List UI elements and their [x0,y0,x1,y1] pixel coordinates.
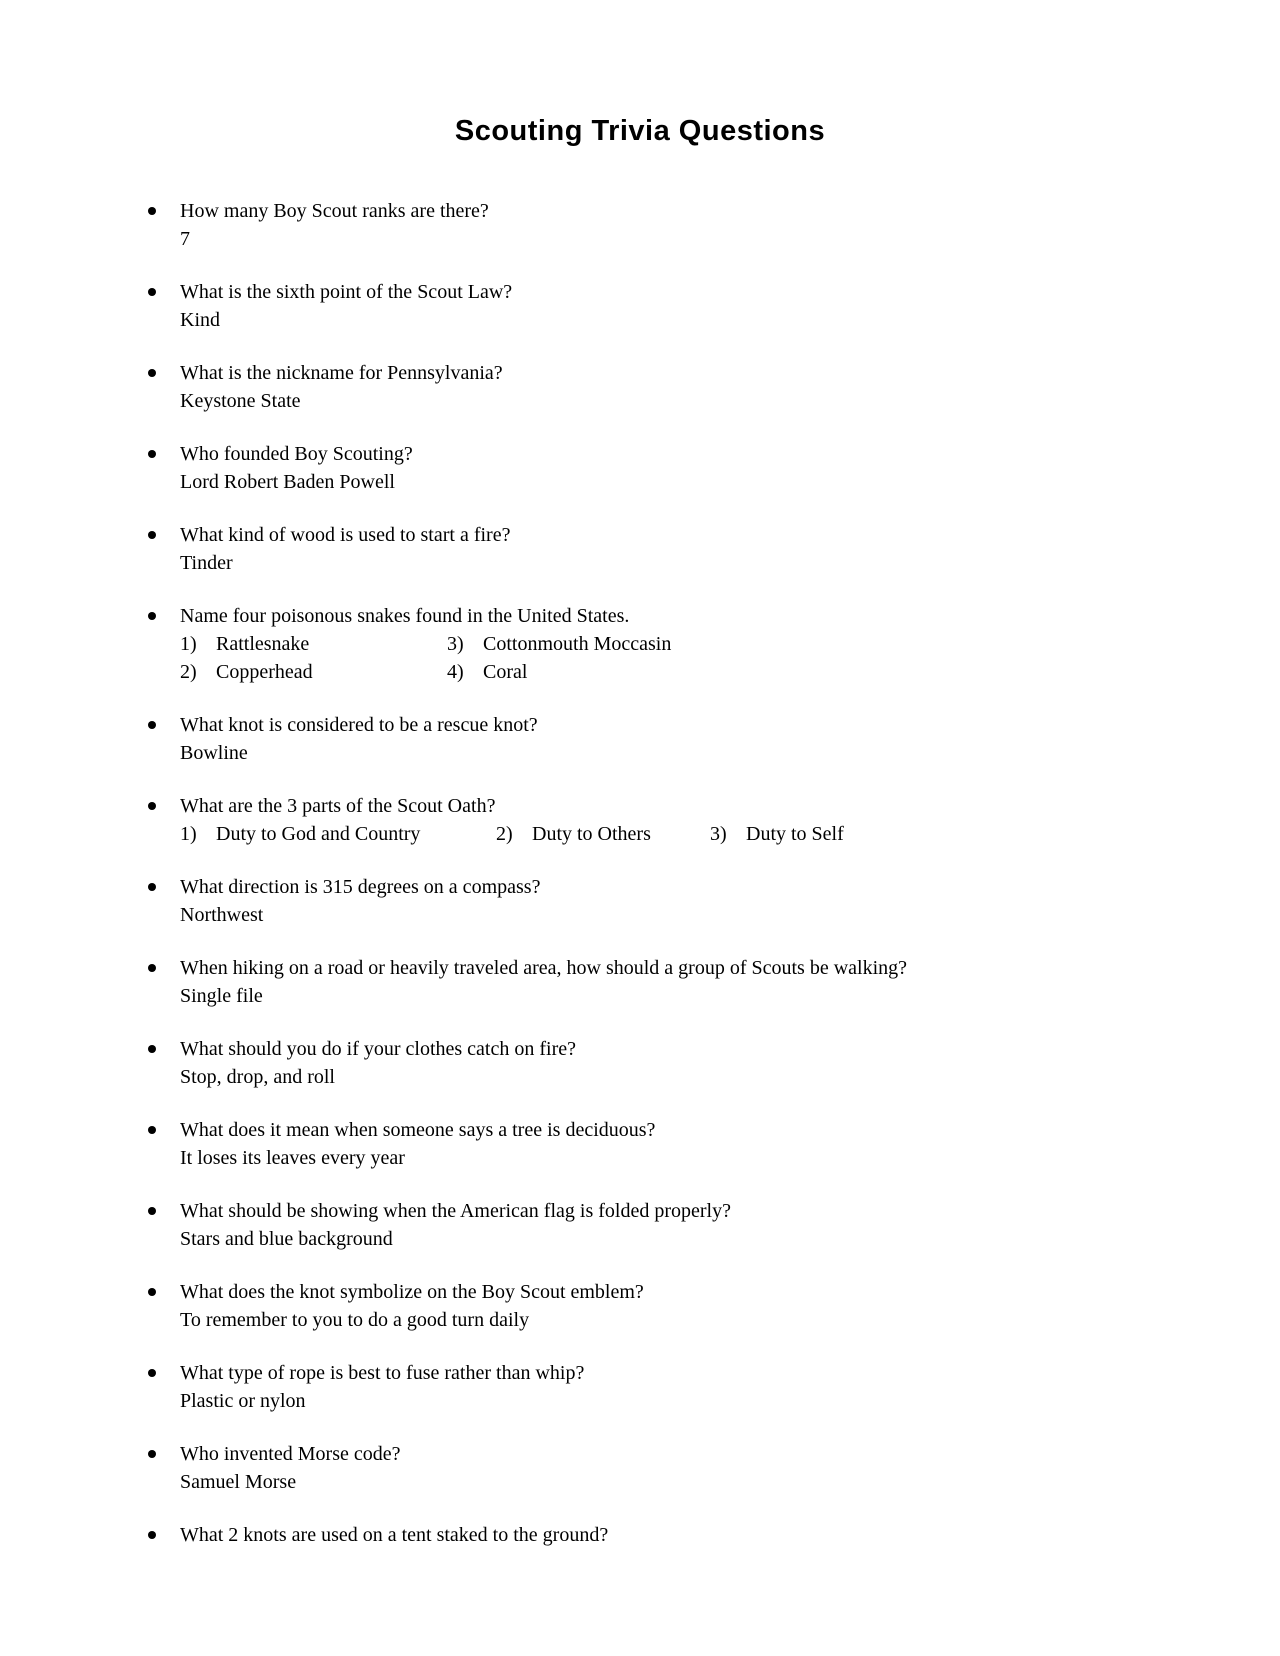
answer-text: Stars and blue background [180,1228,393,1250]
trivia-item [0,278,1280,334]
bullet-icon [148,883,156,891]
trivia-list [0,197,1280,1549]
bullet-icon [148,612,156,620]
answer-number: 3) [710,823,727,845]
trivia-item [0,440,1280,496]
answer-label: Coral [483,661,528,683]
numbered-answer-row [180,630,1220,658]
bullet-icon [148,964,156,972]
numbered-answer [180,820,496,848]
answer-label: Rattlesnake [216,633,310,655]
bullet-icon [148,207,156,215]
answer-label: Duty to God and Country [216,823,421,845]
question-text: What type of rope is best to fuse rather than whip? [180,1362,585,1384]
answer-text: Samuel Morse [180,1471,297,1493]
numbered-answer [447,658,527,686]
bullet-icon [148,1450,156,1458]
trivia-item [0,711,1280,767]
question-text: What are the 3 parts of the Scout Oath? [180,795,496,817]
answer-number: 1) [180,823,197,845]
answer-number: 2) [180,661,197,683]
trivia-item [0,792,1280,848]
answer-number: 1) [180,633,197,655]
question-text: What direction is 315 degrees on a compass? [180,876,541,898]
bullet-icon [148,369,156,377]
answer-text: 7 [180,228,190,250]
question-text: Who founded Boy Scouting? [180,443,413,465]
trivia-item [0,954,1280,1010]
answer-text: Single file [180,985,263,1007]
numbered-answer-row [180,658,1220,686]
trivia-item [0,602,1280,686]
question-text: What is the nickname for Pennsylvania? [180,362,503,384]
answer-label: Duty to Self [746,823,844,845]
bullet-icon [148,1531,156,1539]
answer-text: Plastic or nylon [180,1390,306,1412]
answer-label: Cottonmouth Moccasin [483,633,672,655]
numbered-answer [447,630,671,658]
question-text: How many Boy Scout ranks are there? [180,200,489,222]
bullet-icon [148,288,156,296]
question-text: Who invented Morse code? [180,1443,401,1465]
bullet-icon [148,531,156,539]
numbered-answer [710,820,844,848]
question-text: When hiking on a road or heavily traveled area, how should a group of Scouts be walking? [180,957,908,979]
answer-text: Lord Robert Baden Powell [180,471,395,493]
answer-number: 2) [496,823,513,845]
answer-number: 3) [447,633,464,655]
trivia-item [0,1116,1280,1172]
trivia-item [0,1359,1280,1415]
trivia-item [0,1197,1280,1253]
answer-text: Tinder [180,552,233,574]
numbered-answer-row [180,820,1220,848]
numbered-answer [180,630,447,658]
question-text: What knot is considered to be a rescue knot? [180,714,538,736]
answer-label: Copperhead [216,661,313,683]
trivia-item [0,1440,1280,1496]
answer-text: Keystone State [180,390,301,412]
trivia-item [0,197,1280,253]
answer-text: Kind [180,309,220,331]
trivia-item [0,1278,1280,1334]
bullet-icon [148,721,156,729]
bullet-icon [148,450,156,458]
answer-label: Duty to Others [532,823,651,845]
trivia-item [0,1521,1280,1549]
question-text: What should be showing when the American flag is folded properly? [180,1200,731,1222]
bullet-icon [148,1126,156,1134]
question-text: What should you do if your clothes catch on fire? [180,1038,576,1060]
question-text: What kind of wood is used to start a fire? [180,524,511,546]
answer-number: 4) [447,661,464,683]
page-title: Scouting Trivia Questions [454,115,826,147]
answer-text: Stop, drop, and roll [180,1066,335,1088]
bullet-icon [148,1369,156,1377]
trivia-item [0,1035,1280,1091]
question-text: What does the knot symbolize on the Boy Scout emblem? [180,1281,644,1303]
question-text: Name four poisonous snakes found in the United States. [180,605,630,627]
trivia-item [0,873,1280,929]
bullet-icon [148,802,156,810]
bullet-icon [148,1288,156,1296]
bullet-icon [148,1045,156,1053]
numbered-answer [180,658,447,686]
question-text: What 2 knots are used on a tent staked to the ground? [180,1524,609,1546]
bullet-icon [148,1207,156,1215]
answer-text: Northwest [180,904,264,926]
numbered-answer [496,820,710,848]
answer-text: To remember to you to do a good turn daily [180,1309,530,1331]
trivia-item [0,359,1280,415]
trivia-item [0,521,1280,577]
answer-text: It loses its leaves every year [180,1147,405,1169]
question-text: What is the sixth point of the Scout Law? [180,281,513,303]
question-text: What does it mean when someone says a tree is deciduous? [180,1119,656,1141]
answer-text: Bowline [180,742,248,764]
